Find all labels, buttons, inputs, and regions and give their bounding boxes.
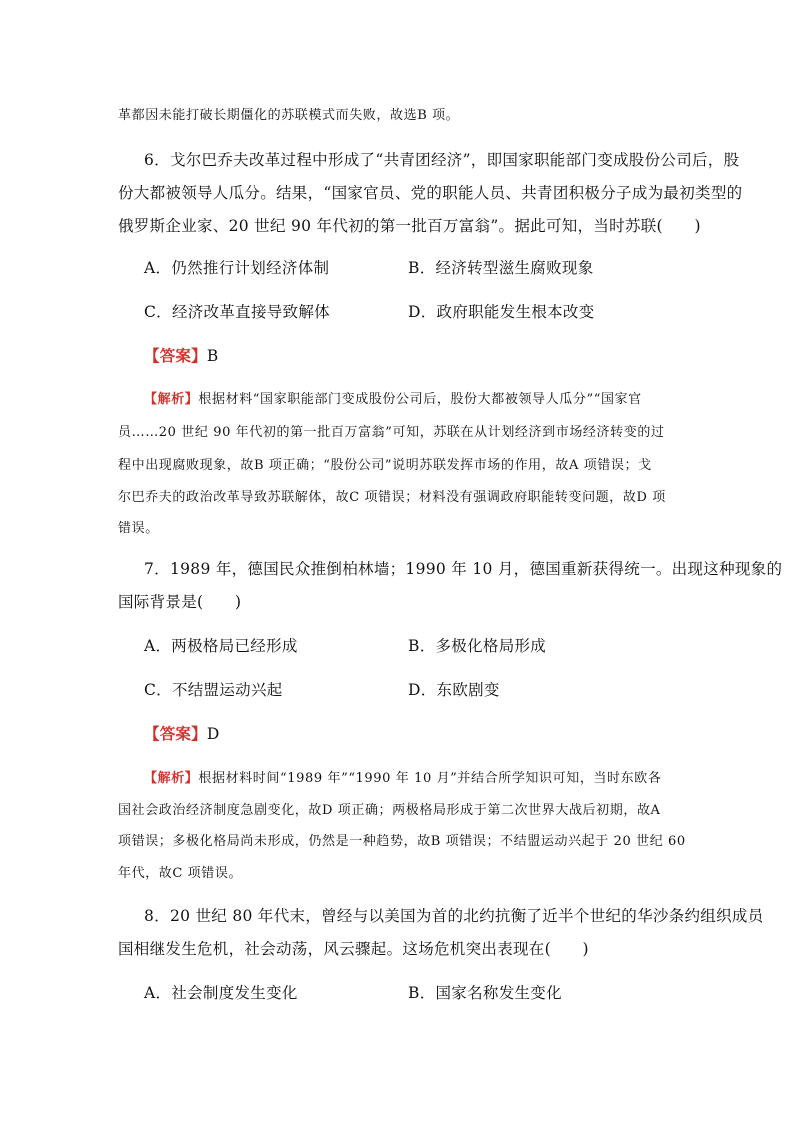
q6-option-a: A．仍然推行计划经济体制	[144, 259, 330, 277]
q7-explanation-line-2: 国社会政治经济制度急剧变化，故D 项正确；两极格局形成于第二次世界大战后初期，故A	[118, 803, 661, 818]
q7-explanation-line-4: 年代，故C 项错误。	[118, 866, 243, 881]
q6-option-d: D．政府职能发生根本改变	[408, 303, 595, 321]
explanation-text: 根据材料时间“1989 年”“1990 年 10 月”并结合所学知识可知，当时东欧各	[198, 771, 662, 786]
q6-explanation-line-4: 尔巴乔夫的政治改革导致苏联解体，故C 项错误；材料没有强调政府职能转变问题，故D 项	[118, 490, 666, 505]
q7-answer	[144, 722, 219, 744]
answer-value: B	[206, 347, 219, 365]
q8-option-b: B．国家名称发生变化	[408, 984, 562, 1002]
q6-line-3: 俄罗斯企业家、20 世纪 90 年代初的第一批百万富翁”。据此可知，当时苏联( )	[118, 217, 701, 235]
answer-tag: 【答案】	[144, 346, 207, 365]
q7-explanation-line-1	[144, 767, 661, 786]
explanation-tag: 【解析】	[144, 392, 199, 407]
q6-line-2: 份大都被领导人瓜分。结果，“国家官员、党的职能人员、共青团积极分子成为最初类型的	[118, 184, 743, 202]
answer-tag: 【答案】	[144, 724, 207, 743]
q6-explanation-line-3: 程中出现腐败现象，故B 项正确；“股份公司”说明苏联发挥市场的作用，故A 项错误；戈	[118, 458, 652, 473]
q6-line-1: 6．戈尔巴乔夫改革过程中形成了“共青团经济”，即国家职能部门变成股份公司后，股	[144, 151, 740, 169]
q7-option-a: A．两极格局已经形成	[144, 637, 298, 655]
q6-answer	[144, 344, 218, 366]
q6-explanation-line-2: 员……20 世纪 90 年代初的第一批百万富翁”可知，苏联在从计划经济到市场经济转变的过	[118, 425, 665, 440]
q7-option-d: D．东欧剧变	[408, 681, 500, 699]
explanation-text: 根据材料“国家职能部门变成股份公司后，股份大都被领导人瓜分”“国家官	[198, 392, 642, 407]
q8-option-a: A．社会制度发生变化	[144, 984, 298, 1002]
q7-option-c: C．不结盟运动兴起	[144, 681, 283, 699]
q7-explanation-line-3: 项错误；多极化格局尚未形成，仍然是一种趋势，故B 项错误；不结盟运动兴起于 20 世纪 60	[118, 834, 686, 849]
q7-line-2: 国际背景是( )	[118, 593, 242, 611]
answer-value: D	[206, 725, 220, 743]
q7-option-b: B．多极化格局形成	[408, 637, 547, 655]
explanation-tag: 【解析】	[144, 771, 199, 786]
q6-explanation-line-1	[144, 388, 642, 407]
q8-line-1: 8．20 世纪 80 年代末，曾经与以美国为首的北约抗衡了近半个世纪的华沙条约组织成员	[144, 907, 764, 925]
q7-line-1: 7．1989 年，德国民众推倒柏林墙；1990 年 10 月，德国重新获得统一。出现这种现象的	[144, 560, 783, 578]
q6-option-b: B．经济转型滋生腐败现象	[408, 259, 594, 277]
q6-explanation-line-5: 错误。	[118, 521, 159, 536]
intro-explanation-line: 革都因未能打破长期僵化的苏联模式而失败，故选B 项。	[118, 108, 460, 123]
q8-line-2: 国相继发生危机，社会动荡，风云骤起。这场危机突出表现在( )	[118, 940, 589, 958]
q6-option-c: C．经济改革直接导致解体	[144, 303, 330, 321]
